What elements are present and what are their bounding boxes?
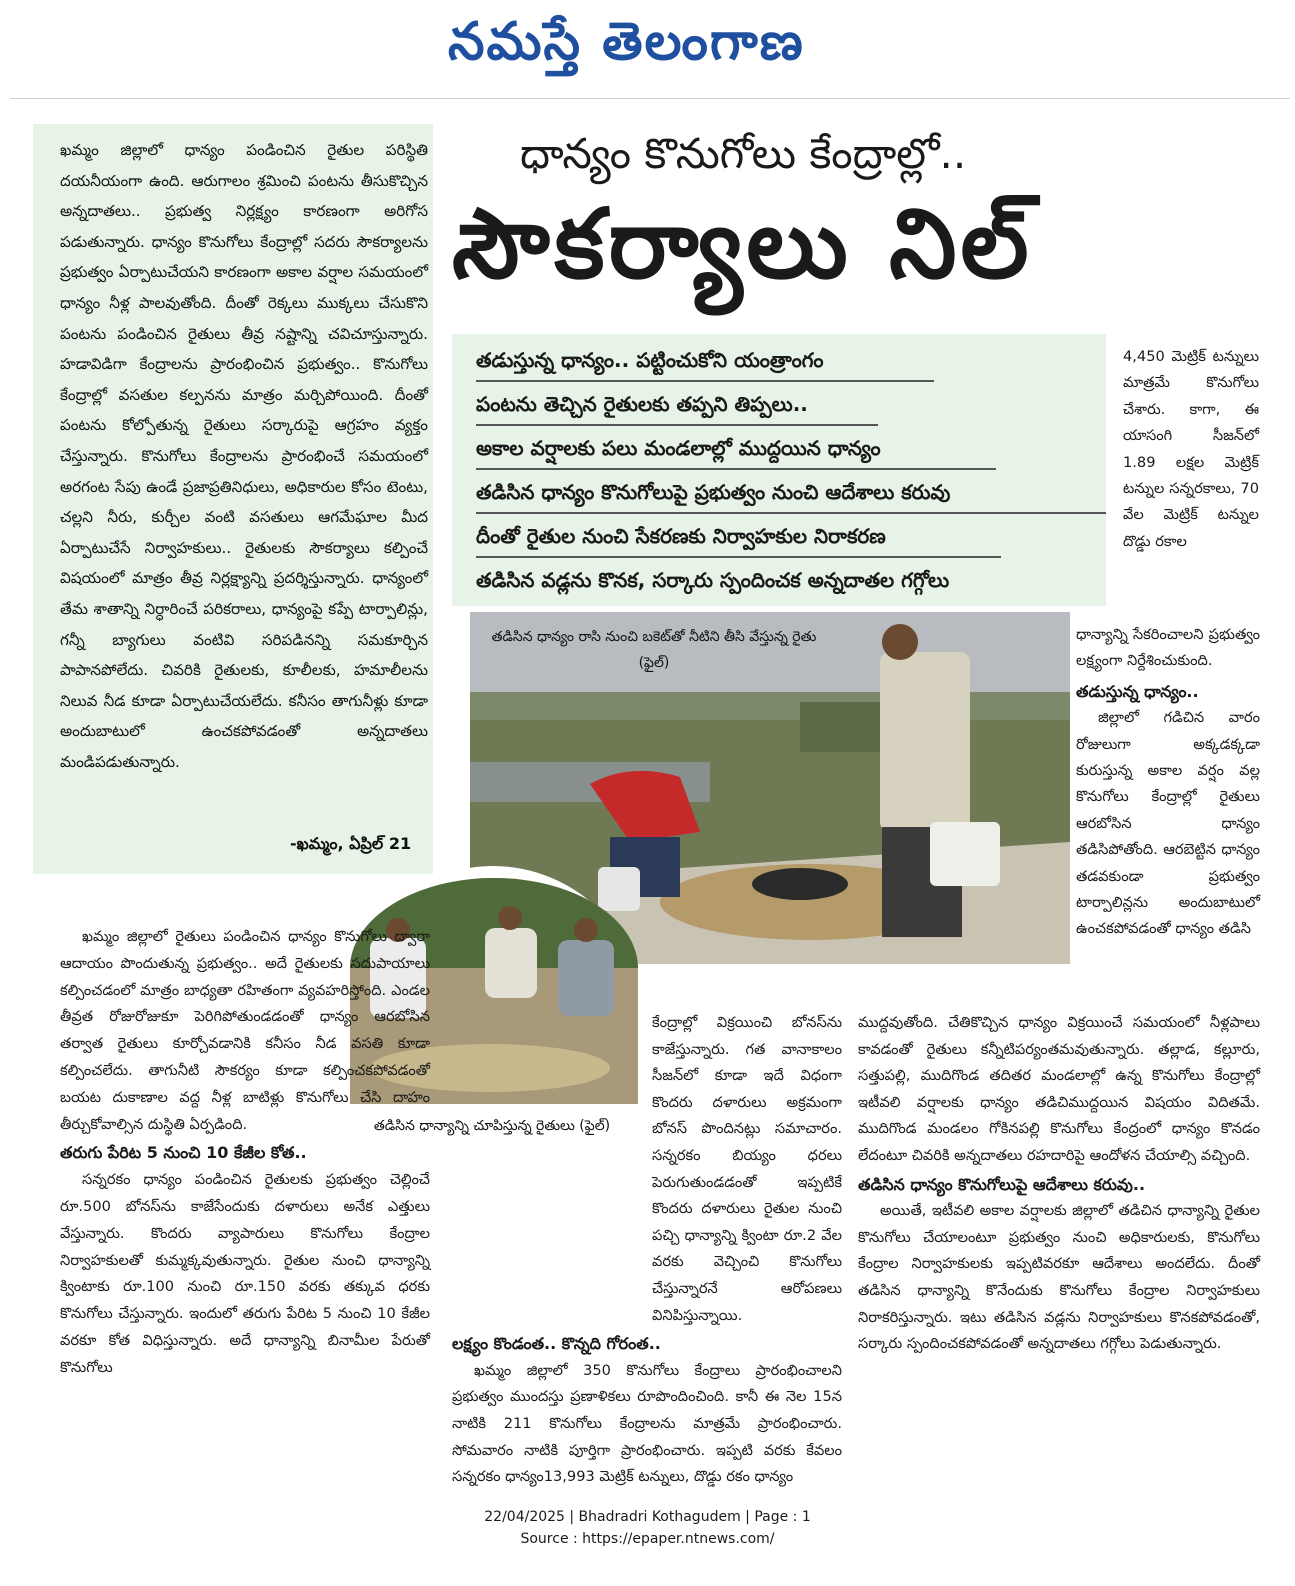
side-subhead: తడుస్తున్న ధాన్యం.. (1076, 681, 1199, 701)
body-paragraph: కేంద్రాల్లో విక్రయించి బోనస్‌ను కాజేస్తున్నారు. గత వానాకాలం సీజన్‌లో కూడా ఇదే విధంగా కొందరు దళారులు అక్రమంగా బోనస్ పొందినట్లు సమాచారం. సన్నరకం బియ్యం ధరలు పెరుగుతుండడంతో ఇప్పటికే కొందరు దళారులు రైతుల నుంచి పచ్చి ధాన్యాన్ని క్వింటా రూ.2 వేల వరకు వెచ్చించి కొనుగోలు చేస్తున్నారనే ఆరోపణలు వినిపిస్తున్నాయి. (652, 1014, 842, 1324)
article-column-2 (452, 1010, 842, 1491)
section-subhead: తడిసిన ధాన్యం కొనుగోలుపై ఆదేశాలు కరువు.. (858, 1174, 1146, 1194)
side-paragraph: ధాన్యాన్ని సేకరించాలని ప్రభుత్వం లక్ష్యంగా నిర్దేశించుకుంది. (1076, 626, 1260, 670)
headline-kicker: ధాన్యం కొనుగోలు కేంద్రాల్లో.. (520, 129, 967, 178)
masthead (0, 0, 1295, 98)
section-subhead: లక్ష్యం కొండంత.. కొన్నది గోరంత.. (452, 1334, 661, 1354)
deck-line: తడిసిన వడ్లను కొనక, సర్కారు స్పందించక అన్నదాతల గగ్గోలు (476, 568, 950, 592)
deck-line: తడుస్తున్న ధాన్యం.. పట్టించుకోని యంత్రాంగం (476, 348, 824, 372)
deck-rule (476, 512, 1106, 514)
body-paragraph: ఖమ్మం జిల్లాలో రైతులు పండించిన ధాన్యం కొనుగోలు ద్వారా ఆదాయం పొందుతున్న ప్రభుత్వం.. అదే రైతులకు సదుపాయాలు కల్పించడంలో మాత్రం బాధ్యతా రహితంగా వ్యవహరిస్తోంది. ఎండల తీవ్రత రోజురోజుకూ పెరిగిపోతుండడంతో ధాన్యం ఆరబోసిన తర్వాత రైతులు కూర్చోవడానికి కనీసం నీడ వసతి కూడా కల్పించలేదు. తాగునీటి సౌకర్యం కూడా కల్పించకపోవడంతో బయట దుకాణాల వద్ద నీళ్ల బాటిళ్లు కొనుగోలు చేసి దాహం తీర్చుకోవాల్సిన దుస్థితి ఏర్పడింది. (60, 928, 430, 1133)
side-paragraph: జిల్లాలో గడిచిన వారం రోజులుగా అక్కడక్కడా కురుస్తున్న అకాల వర్షం వల్ల కొనుగోలు కేంద్రాల్లో రైతులు ఆరబోసిన ధాన్యం తడిసిపోతోంది. ఆరబెట్టిన ధాన్యం తడవకుండా ప్రభుత్వం టార్పాలిన్లను అందుబాటులో ఉంచకపోవడంతో ధాన్యం తడిసి (1076, 709, 1260, 938)
deck-rule (476, 424, 878, 426)
side-column (1076, 622, 1260, 943)
footer (0, 1506, 1295, 1550)
headline-main: సౌకర్యాలు నిల్ (452, 188, 1033, 300)
deck-line: అకాల వర్షాలకు పలు మండలాల్లో ముద్దయిన ధాన్యం (476, 436, 881, 460)
side-column-top: 4,450 మెట్రిక్ టన్నులు మాత్రమే కొనుగోలు చేశారు. కాగా, ఈ యాసంగి సీజన్‌లో 1.89 లక్షల మెట్రిక్ టన్నుల సన్నరకాలు, 70 వేల మెట్రిక్ టన్నుల దొడ్డు రకాల (1123, 348, 1259, 550)
masthead-logo: నమస్తే తెలంగాణ (448, 12, 805, 72)
deck-rule (476, 380, 934, 382)
deck-rule (476, 556, 1001, 558)
body-paragraph: ఖమ్మం జిల్లాలో 350 కొనుగోలు కేంద్రాలు ప్రారంభించాలని ప్రభుత్వం ముందస్తు ప్రణాళికలు రూపొందించింది. కానీ ఈ నెల 15న నాటికి 211 కొనుగోలు కేంద్రాలను మాత్రమే ప్రారంభించారు. సోమవారం నాటికి పూర్తిగా ప్రారంభించారు. ఇప్పటి వరకు కేవలం సన్నరకం ధాన్యం13,993 మెట్రిక్ టన్నులు, దొడ్డు రకం ధాన్యం (452, 1361, 842, 1486)
article-column-1 (60, 924, 430, 1382)
deck-rule (476, 468, 996, 470)
dateline: -ఖమ్మం, ఏప్రిల్ 21 (290, 834, 412, 853)
lede-paragraph: ఖమ్మం జిల్లాలో ధాన్యం పండించిన రైతుల పరిస్థితి దయనీయంగా ఉంది. ఆరుగాలం శ్రమించి పంటను తీసుకొచ్చిన అన్నదాతలు.. ప్రభుత్వ నిర్లక్ష్యం కారణంగా అరిగోస పడుతున్నారు. ధాన్యం కొనుగోలు కేంద్రాల్లో సదరు సౌకర్యాలను ప్రభుత్వం ఏర్పాటుచేయని కారణంగా అకాల వర్షాల సమయంలో ధాన్యం నీళ్ల పాలవుతోంది. దీంతో రెక్కలు ముక్కలు చేసుకొని పంటను పండించిన రైతులు తీవ్ర నష్టాన్ని చవిచూస్తున్నారు. హడావిడిగా కేంద్రాలను ప్రారంభించిన ప్రభుత్వం.. కొనుగోలు కేంద్రాల్లో వసతుల కల్పనను మాత్రం మర్చిపోయింది. దీంతో పంటను కోల్పోతున్న రైతులు సర్కారుపై ఆగ్రహం వ్యక్తం చేస్తున్నారు. కొనుగోలు కేంద్రాలను ప్రారంభించే సమయంలో అరగంట సేపు ఉండే ప్రజాప్రతినిధులు, అధికారుల కోసం టెంటు, చల్లని నీరు, కుర్చీల వంటి వసతులు ఆగమేఘాల మీద ఏర్పాటుచేసే నిర్వాహకులు.. రైతులకు సౌకర్యాలు కల్పించే విషయంలో మాత్రం తీవ్ర నిర్లక్ష్యాన్ని ప్రదర్శిస్తున్నారు. ధాన్యంలో తేమ శాతాన్ని నిర్ధారించే పరికరాలు, ధాన్యంపై కప్పే టార్పాలిన్లు, గన్నీ బ్యాగులు వంటివి సరిపడినన్ని సమకూర్చిన పాపానపోలేదు. చివరికి రైతులకు, కూలీలకు, హమాలీలను నిలువ నీడ కూడా ఏర్పాటుచేయలేదు. కనీసం తాగునీళ్లు కూడా అందుబాటులో ఉంచకపోవడంతో అన్నదాతలు మండిపడుతున్నారు. (60, 141, 428, 771)
photo-caption: తడిసిన ధాన్యాన్ని చూపిస్తున్న రైతులు (ఫైల్) (373, 1118, 611, 1134)
body-paragraph: ముద్దవుతోంది. చేతికొచ్చిన ధాన్యం విక్రయించే సమయంలో నీళ్లపాలు కావడంతో రైతులు కన్నీటిపర్యంతమవుతున్నారు. తల్లాడ, కల్లూరు, సత్తుపల్లి, ముదిగొండ తదితర మండలాల్లో ఉన్న కొనుగోలు కేంద్రాల్లో ఇటీవలి వర్షాలకు ధాన్యం తడిచిముద్దయిన విషయం విదితమే. ముదిగొండ మండలం గోకినపల్లి కొనుగోలు కేంద్రంలో ధాన్యం కొనడం లేదంటూ చివరికి అన్నదాతలు రహదారిపై ఆందోళన చేయాల్సి వచ్చింది. (858, 1014, 1260, 1164)
body-paragraph: సన్నరకం ధాన్యం పండించిన రైతులకు ప్రభుత్వం చెల్లించే రూ.500 బోనస్‌ను కాజేసేందుకు దళారులు అనేక ఎత్తులు వేస్తున్నారు. కొందరు వ్యాపారులు కొనుగోలు కేంద్రాల నిర్వాహకులతో కుమ్మక్కవుతున్నారు. రైతుల నుంచి ధాన్యాన్ని క్వింటాకు రూ.100 నుంచి రూ.150 వరకు తక్కువ ధరకు కొనుగోలు చేస్తున్నారు. ఇందులో తరుగు పేరిట 5 నుంచి 10 కేజీల వరకూ కోత విధిస్తున్నారు. అదే ధాన్యాన్ని బినామీల పేరుతో కొనుగోలు (60, 1171, 430, 1376)
footer-source-link[interactable]: Source : https://epaper.ntnews.com/ (520, 1531, 775, 1547)
deck-line: పంటను తెచ్చిన రైతులకు తప్పని తిప్పలు.. (476, 392, 808, 416)
section-subhead: తరుగు పేరిట 5 నుంచి 10 కేజీల కోత.. (60, 1143, 307, 1163)
body-paragraph: అయితే, ఇటీవలి అకాల వర్షాలకు జిల్లాలో తడిచిన ధాన్యాన్ని రైతుల కొనుగోలు చేయాలంటూ ప్రభుత్వం నుంచి అధికారులకు, కొనుగోలు కేంద్రాల నిర్వాహకులకు ఇప్పటివరకూ ఆదేశాలు అందలేదు. దీంతో తడిసిన ధాన్యాన్ని కొనేందుకు కొనుగోలు కేంద్రాల నిర్వాహకులు నిరాకరిస్తున్నారు. ఇటు తడిసిన వడ్లను నిర్వాహకులు కొనకపోవడంతో, సర్కారు స్పందించకపోవడంతో అన్నదాతలు గగ్గోలు పెడుతున్నారు. (858, 1202, 1260, 1353)
article-column-3 (858, 1010, 1260, 1358)
footer-edition-info: 22/04/2025 | Bhadradri Kothagudem | Page : 1 (484, 1509, 811, 1525)
deck-line: దీంతో రైతుల నుంచి సేకరణకు నిర్వాహకుల నిరాకరణ (476, 524, 886, 548)
deck-line: తడిసిన ధాన్యం కొనుగోలుపై ప్రభుత్వం నుంచి ఆదేశాలు కరువు (476, 480, 951, 504)
photo-caption: తడిసిన ధాన్యం రాసి నుంచి బకెట్‌తో నీటిని తీసి వేస్తున్న రైతు (ఫైల్) (491, 629, 817, 671)
